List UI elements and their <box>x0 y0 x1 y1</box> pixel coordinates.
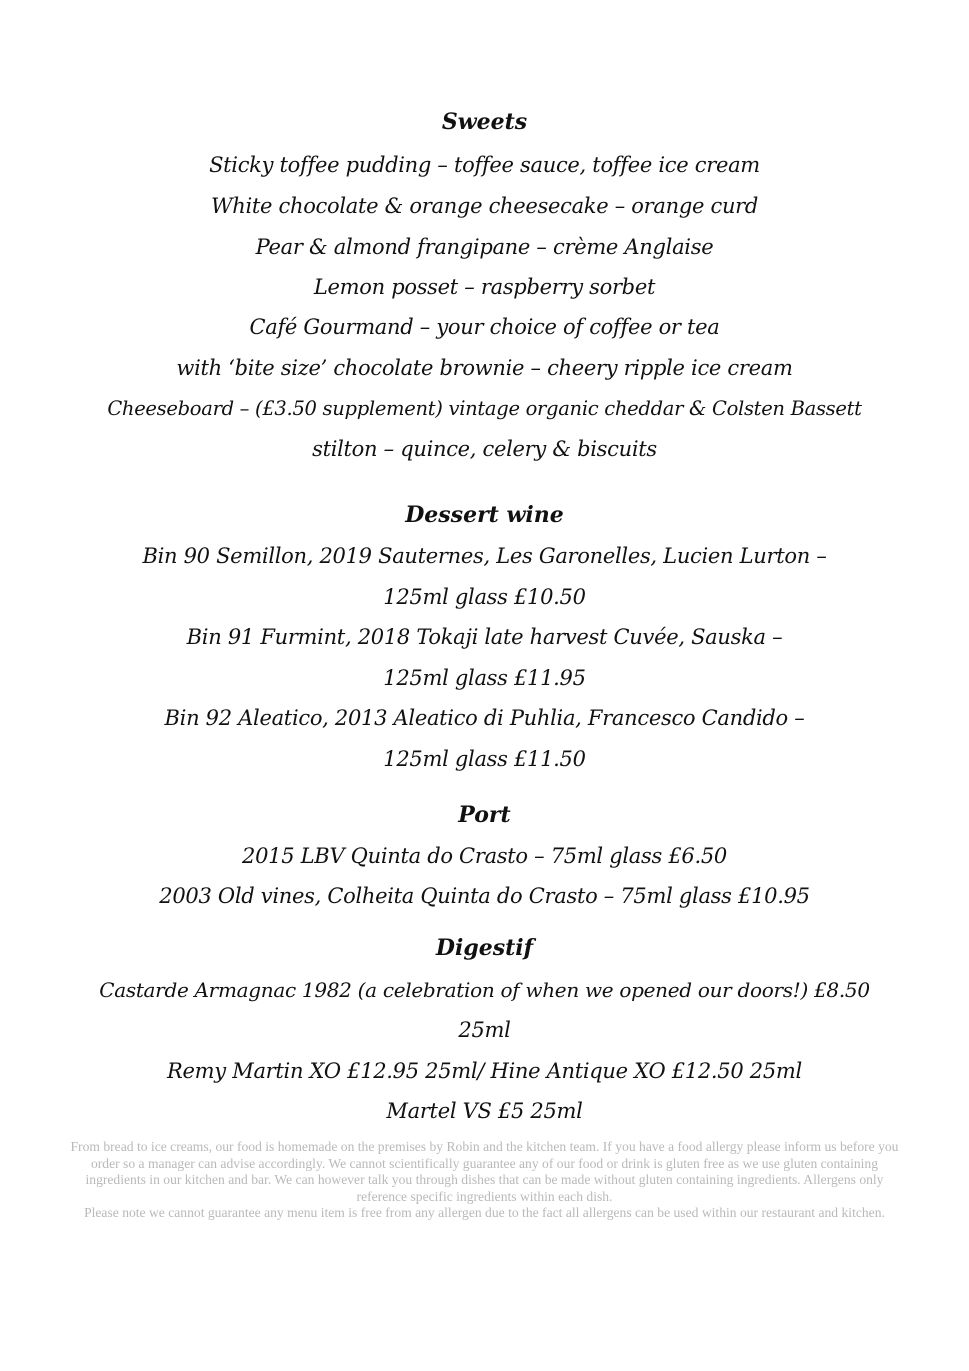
allergen-footer <box>68 1139 901 1222</box>
allergy-note: From bread to ice creams, our food is homemade on the premises by Robin and the kitchen team. If you have a food allergy please inform us before you order so a manager can advise accordingly. We cannot scientifically guarantee any of our food or drink is gluten free as we use gluten containing ingredients in our kitchen and bar. We can however talk you through dishes that can be made without gluten containing ingredients. Allergens only reference specific ingredients within each dish. <box>70 1139 899 1204</box>
menu-line: 2003 Old vines, Colheita Quinta do Crasto – 75ml glass £10.95 <box>159 884 810 908</box>
menu-line: 125ml glass £11.95 <box>383 666 586 690</box>
menu-line: White chocolate & orange cheesecake – orange curd <box>210 194 759 218</box>
menu-line: Bin 91 Furmint, 2018 Tokaji late harvest Cuvée, Sauska – <box>186 625 783 649</box>
menu-line: Café Gourmand – your choice of coffee or tea <box>249 315 720 339</box>
menu-line: stilton – quince, celery & biscuits <box>312 437 657 461</box>
section-heading-sweets: Sweets <box>441 109 528 135</box>
menu-line: 2015 LBV Quinta do Crasto – 75ml glass £6.50 <box>242 844 727 868</box>
menu-line: 125ml glass £11.50 <box>383 747 586 771</box>
menu-line: 25ml <box>458 1018 511 1042</box>
menu-line: Bin 90 Semillon, 2019 Sauternes, Les Garonelles, Lucien Lurton – <box>142 544 827 568</box>
menu-line: Pear & almond frangipane – crème Anglaise <box>255 235 714 259</box>
menu-line: with ‘bite size’ chocolate brownie – cheery ripple ice cream <box>176 356 793 380</box>
menu-line: Sticky toffee pudding – toffee sauce, toffee ice cream <box>209 153 760 177</box>
menu-line: Remy Martin XO £12.95 25ml/ Hine Antique XO £12.50 25ml <box>167 1059 802 1083</box>
menu-line: Martel VS £5 25ml <box>386 1099 583 1123</box>
menu-line: Castarde Armagnac 1982 (a celebration of when we opened our doors!) £8.50 <box>99 978 870 1002</box>
section-heading-port: Port <box>458 802 511 828</box>
section-heading-dessert-wine: Dessert wine <box>405 502 564 528</box>
section-heading-digestif: Digestif <box>435 935 534 961</box>
menu-line: Lemon posset – raspberry sorbet <box>313 275 656 299</box>
menu-line: 125ml glass £10.50 <box>383 585 586 609</box>
allergen-disclaimer: Please note we cannot guarantee any menu item is free from any allergen due to the fact all allergens can be used within our restaurant and kitchen. <box>84 1205 885 1221</box>
menu-line: Cheeseboard – (£3.50 supplement) vintage organic cheddar & Colsten Bassett <box>107 397 862 420</box>
menu-line: Bin 92 Aleatico, 2013 Aleatico di Puhlia, Francesco Candido – <box>164 706 805 730</box>
